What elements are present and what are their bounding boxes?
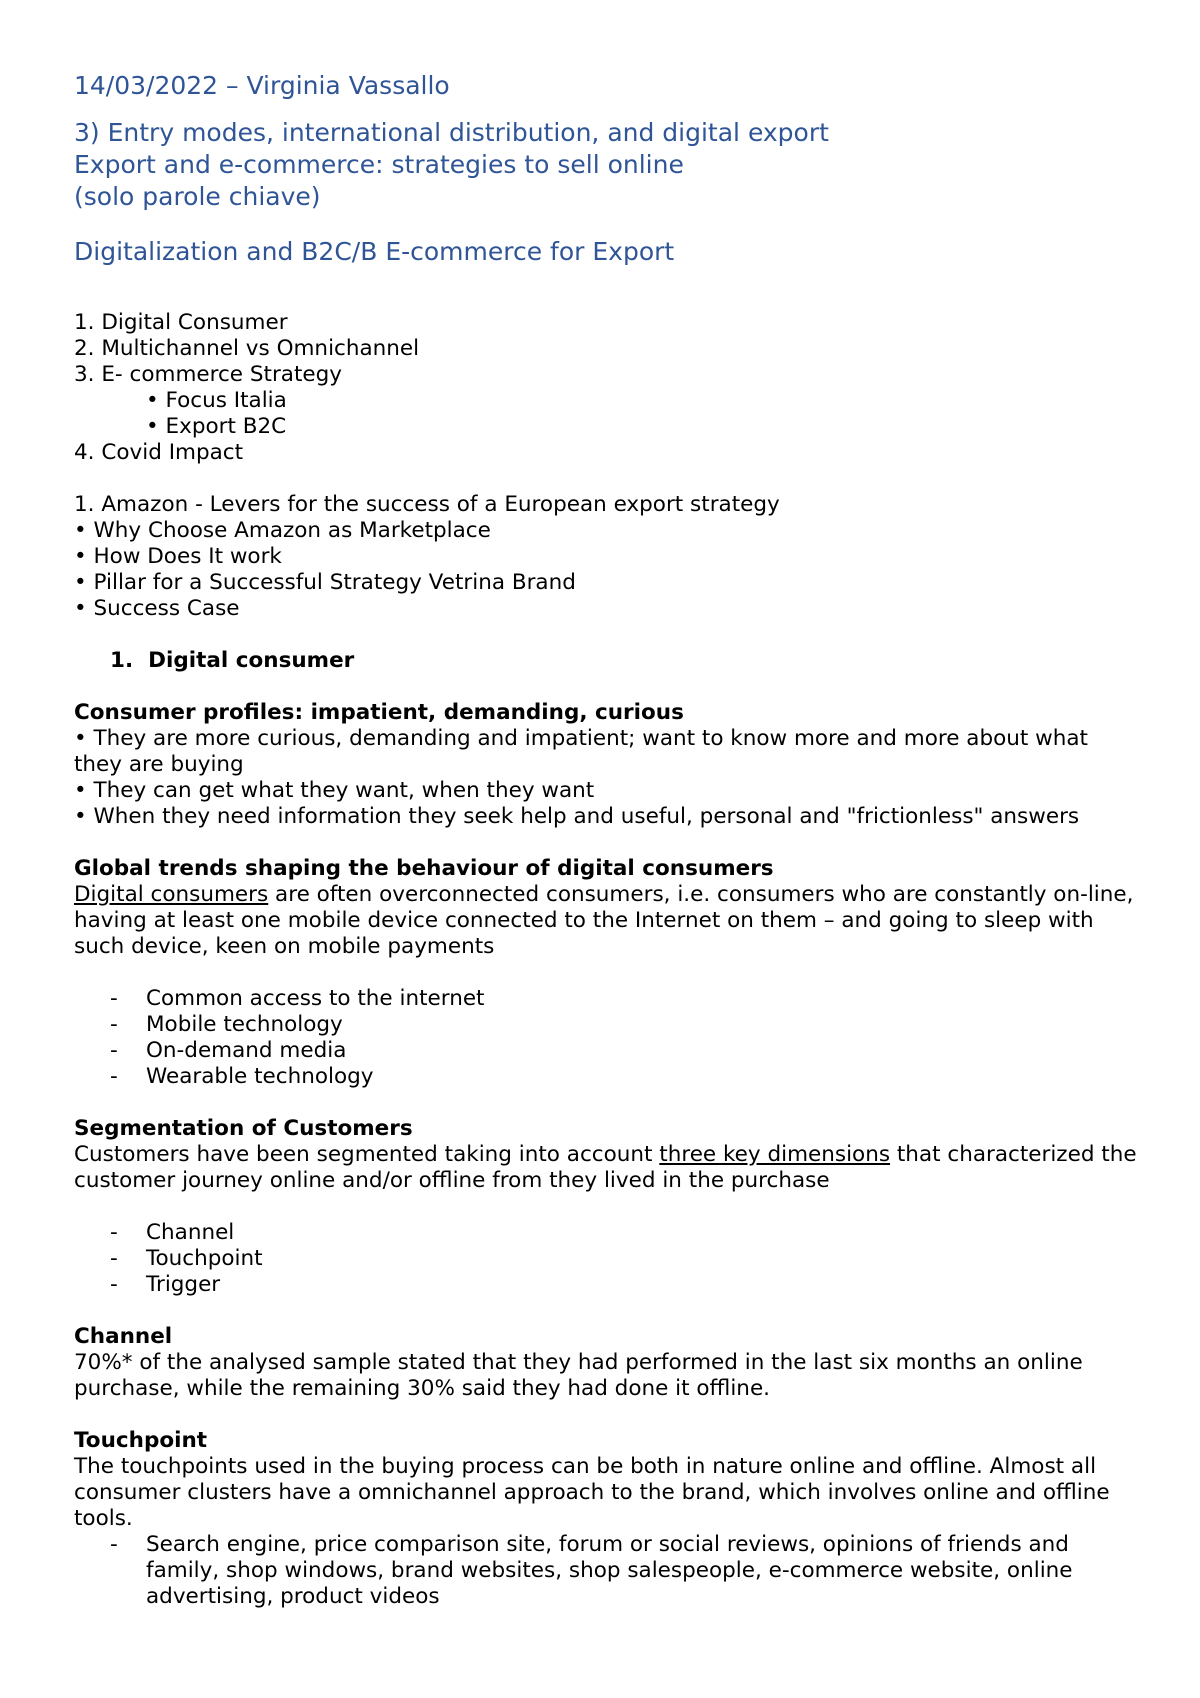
touchpoint-list-item [74, 1532, 1140, 1610]
segmentation-list-item [74, 1272, 1140, 1298]
consumer-profiles [74, 700, 1140, 830]
dash-marker: - [110, 1246, 118, 1271]
profile-bullet: • They can get what they want, when they want [74, 778, 595, 803]
trends-list-item [74, 1064, 1140, 1090]
digital-consumer-heading [74, 648, 1140, 674]
trends-list-item [74, 1038, 1140, 1064]
dash-marker: - [110, 986, 118, 1011]
profiles-heading: Consumer profiles: impatient, demanding, curious [74, 700, 684, 725]
amazon-item: 1. Amazon - Levers for the success of a European export strategy [74, 492, 780, 517]
heading-text: Digital consumer [148, 648, 355, 673]
channel-paragraph: 70%* of the analysed sample stated that they had performed in the last six months an online purchase, while the remaining 30% said they had done it offline. [74, 1350, 1083, 1401]
list-text: Trigger [146, 1272, 221, 1297]
agenda-item: 1. Digital Consumer [74, 310, 288, 335]
trends-text: are often overconnected consumers, i.e. consumers who are constantly on-line, having at least one mobile device connected to the Internet on them – and going to sleep with such device, keen on mobile payments [74, 882, 1134, 959]
amazon-list [74, 492, 1140, 622]
segmentation-list-item [74, 1246, 1140, 1272]
trends-heading: Global trends shaping the behaviour of digital consumers [74, 856, 774, 881]
section-title: Digitalization and B2C/B E-commerce for Export [74, 237, 675, 266]
dash-marker: - [110, 1064, 118, 1089]
title-line: Export and e-commerce: strategies to sell online [74, 150, 684, 179]
profile-bullet: • When they need information they seek help and useful, personal and "frictionless" answers [74, 804, 1080, 829]
heading-number: 1. [110, 648, 134, 673]
touchpoint-heading: Touchpoint [74, 1428, 208, 1453]
list-text: Touchpoint [146, 1246, 263, 1271]
segmentation [74, 1116, 1140, 1194]
agenda-subitem: • Focus Italia [146, 388, 287, 413]
amazon-item: • Pillar for a Successful Strategy Vetrina Brand [74, 570, 576, 595]
agenda-subitem: • Export B2C [146, 414, 287, 439]
trends-underlined-term: Digital consumers [74, 882, 269, 907]
amazon-item: • Why Choose Amazon as Marketplace [74, 518, 491, 543]
touchpoint-paragraph: The touchpoints used in the buying process can be both in nature online and offline. Almost all consumer clusters have a omnichannel approach to the brand, which involves online and offline tools. [74, 1454, 1110, 1531]
dash-marker: - [110, 1272, 118, 1297]
list-text: Search engine, price comparison site, forum or social reviews, opinions of friends and family, shop windows, brand websites, shop salespeople, e-commerce website, online advertising, product videos [146, 1532, 1073, 1609]
trends-list-item [74, 986, 1140, 1012]
channel-heading: Channel [74, 1324, 173, 1349]
list-text: Mobile technology [146, 1012, 343, 1037]
global-trends [74, 856, 1140, 960]
dash-marker: - [110, 1220, 118, 1245]
agenda-item: 3. E- commerce Strategy [74, 362, 342, 387]
segmentation-text-b: that characterized the customer journey online and/or offline from they lived in the purchase [74, 1142, 1137, 1193]
agenda-list [74, 310, 1140, 466]
profile-bullet: • They are more curious, demanding and impatient; want to know more and more about what they are buying [74, 726, 1088, 777]
date-author-heading: 14/03/2022 – Virginia Vassallo [74, 71, 450, 100]
amazon-item: • Success Case [74, 596, 240, 621]
trends-paragraph [74, 882, 1140, 960]
title-line: 3) Entry modes, international distribution, and digital export [74, 118, 829, 147]
segmentation-list-item [74, 1220, 1140, 1246]
amazon-item: • How Does It work [74, 544, 282, 569]
channel-section [74, 1324, 1140, 1402]
segmentation-heading: Segmentation of Customers [74, 1116, 413, 1141]
segmentation-text-a: Customers have been segmented taking into account [74, 1142, 660, 1167]
segmentation-paragraph [74, 1142, 1140, 1194]
segmentation-list [74, 1220, 1140, 1298]
dash-marker: - [110, 1532, 118, 1557]
lecture-title [74, 117, 829, 213]
dash-marker: - [110, 1038, 118, 1063]
title-line: (solo parole chiave) [74, 182, 321, 211]
agenda-item: 4. Covid Impact [74, 440, 244, 465]
segmentation-underlined-term: three key dimensions [659, 1142, 891, 1167]
list-text: Channel [146, 1220, 235, 1245]
trends-list [74, 986, 1140, 1090]
list-text: On-demand media [146, 1038, 347, 1063]
touchpoint-section [74, 1428, 1140, 1610]
dash-marker: - [110, 1012, 118, 1037]
trends-list-item [74, 1012, 1140, 1038]
list-text: Common access to the internet [146, 986, 485, 1011]
list-text: Wearable technology [146, 1064, 374, 1089]
agenda-item: 2. Multichannel vs Omnichannel [74, 336, 420, 361]
